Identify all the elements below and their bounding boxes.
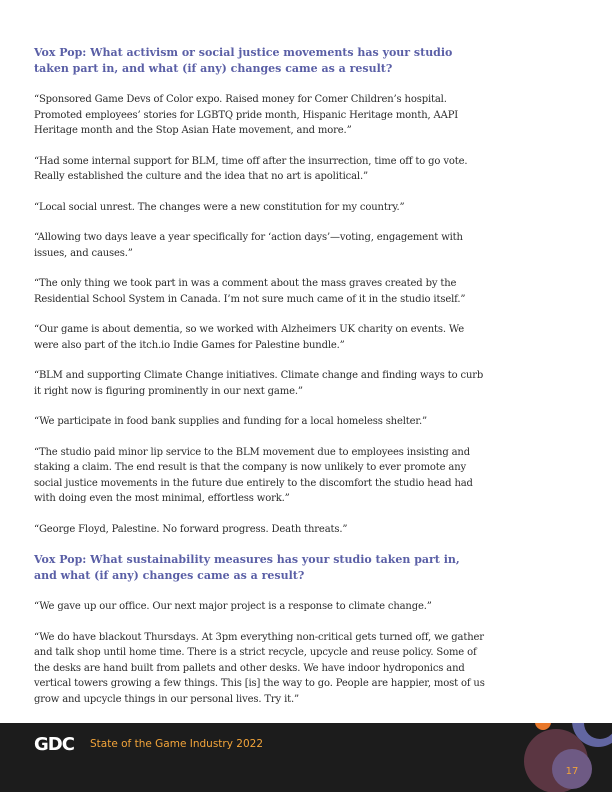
quote: “We do have blackout Thursdays. At 3pm everything non-critical gets turned off, we gather and talk shop until home time. There is a strict recycle, upcycle and reuse policy. Some of the desks are hand built from pallets and other desks. We have indoor hydroponics and vertical towers growing a few things. This [is] the way to go. People are happier, most of us grow and upcycle things in our personal lives. Try it.” xyxy=(34,631,485,705)
orange-circle-shape xyxy=(535,723,551,730)
quote: “Allowing two days leave a year specifically for ‘action days’—voting, engagement with issues, and causes.” xyxy=(34,232,463,259)
quote: “The only thing we took part in was a comment about the mass graves created by the Residential School System in Canada. I’m not sure much came of it in the studio itself.” xyxy=(34,278,466,305)
quote: “We gave up our office. Our next major project is a response to climate change.” xyxy=(34,601,432,612)
quote: “Had some internal support for BLM, time off after the insurrection, time off to go vote. Really established the culture and the idea that no art is apolitical.” xyxy=(34,155,468,182)
page-number: 17 xyxy=(565,766,579,777)
quote: “The studio paid minor lip service to the BLM movement due to employees insisting and staking a claim. The end result is that the company is now unlikely to ever promote any social justice movements in the future due entirely to the discomfort the studio head had with doing even the most minimal, effortless work.” xyxy=(34,446,473,504)
quote: “We participate in food bank supplies and funding for a local homeless shelter.” xyxy=(34,416,427,427)
quote: “Our game is about dementia, so we worked with Alzheimers UK charity on events. We were also part of the itch.io Indie Games for Palestine bundle.” xyxy=(34,324,464,351)
section-heading-sustainability: Vox Pop: What sustainability measures has your studio taken part in, and what (if any) changes came as a result? xyxy=(34,553,460,582)
page-footer xyxy=(0,723,612,792)
footer-title: State of the Game Industry 2022 xyxy=(90,738,264,750)
decorative-circles xyxy=(0,723,612,792)
quote: “George Floyd, Palestine. No forward progress. Death threats.” xyxy=(34,523,348,535)
quote: “BLM and supporting Climate Change initiatives. Climate change and finding ways to curb it right now is figuring prominently in our next game.” xyxy=(34,370,484,397)
quote: “Local social unrest. The changes were a new constitution for my country.” xyxy=(34,201,405,213)
quote: “Sponsored Game Devs of Color expo. Raised money for Comer Children’s hospital. Promoted employees’ stories for LGBTQ pride month, Hispanic Heritage month, AAPI Heritage month and the Stop Asian Hate movement, and more.” xyxy=(34,94,459,136)
section-heading-activism: Vox Pop: What activism or social justice movements has your studio taken part in, and what (if any) changes came as a result? xyxy=(34,46,453,75)
article-body xyxy=(34,45,486,722)
gdc-logo: GDC xyxy=(34,734,74,755)
